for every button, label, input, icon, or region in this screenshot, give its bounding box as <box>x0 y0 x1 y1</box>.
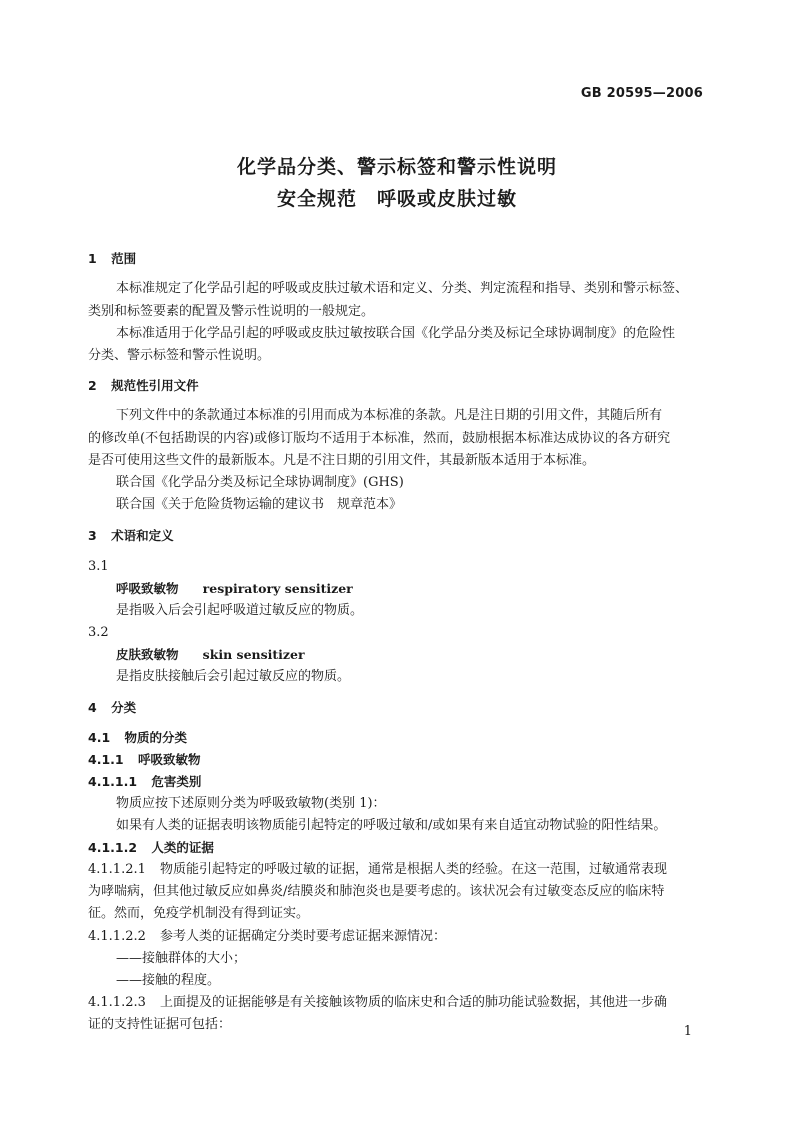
paragraph-line <box>88 995 704 1011</box>
term-english: respiratory sensitizer <box>202 581 353 596</box>
subsection-heading <box>88 730 704 746</box>
section-number: 4 <box>88 700 97 715</box>
paragraph-line: 物质应按下述原则分类为呼吸致敏物(类别 1)： <box>116 796 386 811</box>
section-2-heading <box>88 378 704 394</box>
subsection-heading <box>88 774 704 790</box>
reference-ghs: 联合国《化学品分类及标记全球协调制度》(GHS) <box>116 475 404 490</box>
paragraph-line: 类别和标签要素的配置及警示性说明的一般规定。 <box>88 304 375 319</box>
term-number: 3.2 <box>88 625 109 640</box>
dash-list-item: ——接触的程度。 <box>116 973 221 988</box>
term-definition: 是指皮肤接触后会引起过敏反应的物质。 <box>116 669 351 684</box>
section-number: 3 <box>88 528 97 543</box>
paragraph-line: 为哮喘病，但其他过敏反应如鼻炎/结膜炎和肺泡炎也是要考虑的。该状况会有过敏变态反应的临床特 <box>88 884 665 899</box>
subsection-number: 4.1.1.2 <box>88 840 138 855</box>
section-3-heading <box>88 528 704 544</box>
clause-number: 4.1.1.2.1 <box>88 862 146 877</box>
paragraph-line: 下列文件中的条款通过本标准的引用而成为本标准的条款。凡是注日期的引用文件，其随后所有 <box>116 408 663 423</box>
section-1-heading <box>88 251 704 267</box>
paragraph-line: 如果有人类的证据表明该物质能引起特定的呼吸过敏和/或如果有来自适宜动物试验的阳性结果。 <box>116 818 667 833</box>
term-definition: 是指吸入后会引起呼吸道过敏反应的物质。 <box>116 603 364 618</box>
paragraph-line: 本标准适用于化学品引起的呼吸或皮肤过敏按联合国《化学品分类及标记全球协调制度》的危险性 <box>116 326 676 341</box>
section-title: 术语和定义 <box>111 528 174 543</box>
clause-number: 4.1.1.2.2 <box>88 929 146 944</box>
section-title: 范围 <box>111 251 137 266</box>
section-4-heading <box>88 700 704 716</box>
term-entry <box>116 647 704 664</box>
clause-number: 4.1.1.2.3 <box>88 995 146 1010</box>
paragraph-line <box>88 862 704 878</box>
term-number: 3.1 <box>88 559 109 574</box>
paragraph-line: 本标准规定了化学品引起的呼吸或皮肤过敏术语和定义、分类、判定流程和指导、类别和警示标签、 <box>116 281 689 296</box>
term-entry <box>116 581 704 598</box>
subsection-title: 呼吸致敏物 <box>137 752 201 767</box>
paragraph-line <box>88 929 704 945</box>
paragraph-line: 的修改单(不包括勘误的内容)或修订版均不适用于本标准，然而，鼓励根据本标准达成协议的各方研究 <box>88 431 671 446</box>
document-title-line2: 安全规范 呼吸或皮肤过敏 <box>276 188 517 210</box>
paragraph-line: 是否可使用这些文件的最新版本。凡是不注日期的引用文件，其最新版本适用于本标准。 <box>88 453 596 468</box>
section-number: 2 <box>88 378 97 393</box>
term-chinese: 呼吸致敏物 <box>116 581 179 596</box>
subsection-title: 人类的证据 <box>151 840 214 855</box>
clause-text: 上面提及的证据能够是有关接触该物质的临床史和合适的肺功能试验数据，其他进一步确 <box>160 995 668 1010</box>
paragraph-line: 分类、警示标签和警示性说明。 <box>88 348 271 363</box>
subsection-number: 4.1.1.1 <box>88 774 138 789</box>
section-title: 规范性引用文件 <box>111 378 199 393</box>
subsection-title: 物质的分类 <box>124 730 188 745</box>
paragraph-line: 证的支持性证据可包括： <box>88 1017 232 1032</box>
term-english: skin sensitizer <box>202 647 305 662</box>
clause-text: 物质能引起特定的呼吸过敏的证据，通常是根据人类的经验。在这一范围，过敏通常表现 <box>160 862 668 877</box>
section-number: 1 <box>88 251 97 266</box>
subsection-number: 4.1 <box>88 730 111 745</box>
subsection-heading <box>88 752 704 768</box>
paragraph-line: 征。然而，免疫学机制没有得到证实。 <box>88 906 310 921</box>
standard-code: GB 20595—2006 <box>580 86 703 101</box>
dash-list-item: ——接触群体的大小； <box>116 951 247 966</box>
document-title-line1: 化学品分类、警示标签和警示性说明 <box>236 156 557 178</box>
subsection-title: 危害类别 <box>151 774 202 789</box>
clause-text: 参考人类的证据确定分类时要考虑证据来源情况： <box>160 929 447 944</box>
page-number: 1 <box>683 1024 692 1039</box>
reference-model-regulations: 联合国《关于危险货物运输的建议书 规章范本》 <box>116 497 403 512</box>
term-chinese: 皮肤致敏物 <box>116 647 179 662</box>
subsection-number: 4.1.1 <box>88 752 124 767</box>
section-title: 分类 <box>111 700 137 715</box>
subsection-heading <box>88 840 704 856</box>
